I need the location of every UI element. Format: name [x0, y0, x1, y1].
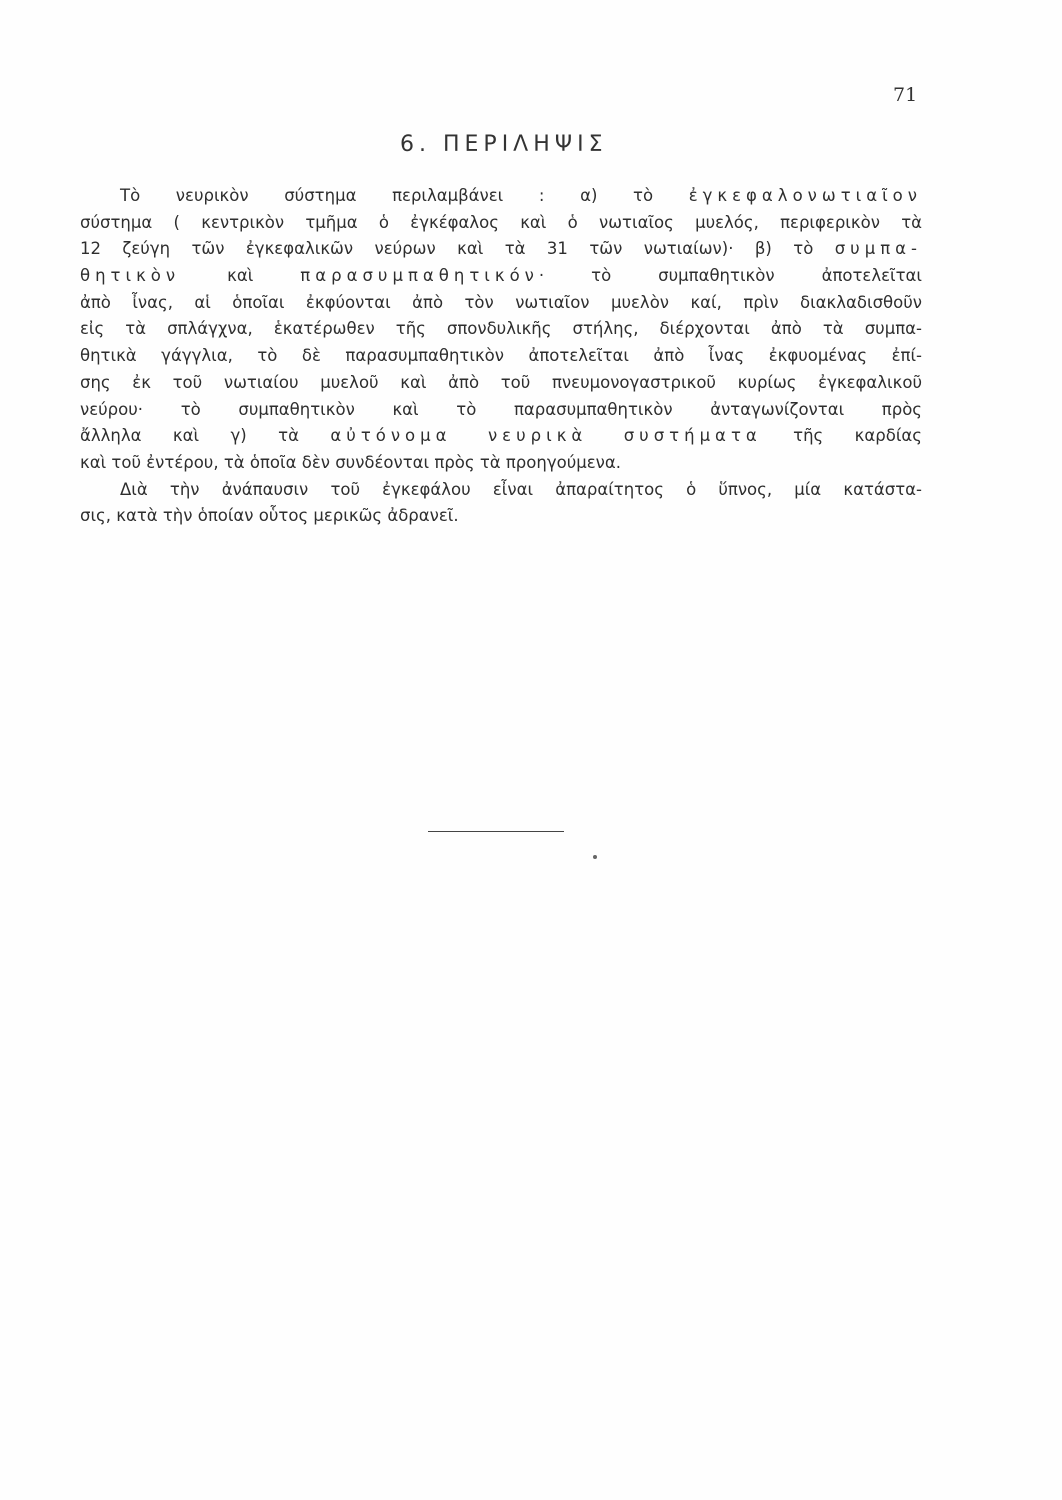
text-line: σύστημα ( κεντρικὸν τμῆμα ὁ ἐγκέφαλος καὶ ὁ νωτιαῖος μυελός, περιφερικὸν τὰ	[80, 212, 922, 232]
text-line: Διὰ τὴν ἀνάπαυσιν τοῦ ἐγκεφάλου εἶναι ἀπαραίτητος ὁ ὕπνος, μία κατάστα-	[120, 479, 922, 499]
text-line: 12 ζεύγη τῶν ἐγκεφαλικῶν νεύρων καὶ τὰ 31 τῶν νωτιαίων)· β) τὸ συμπα-	[80, 239, 922, 259]
text-line: σης ἐκ τοῦ νωτιαίου μυελοῦ καὶ ἀπὸ τοῦ πνευμονογαστρικοῦ κυρίως ἐγκεφαλικοῦ	[80, 372, 922, 392]
text-line: σις, κατὰ τὴν ὁποίαν οὗτος μερικῶς ἀδρανεῖ.	[80, 506, 459, 526]
text-line: θητικὸν καὶ παρασυμπαθητικόν· τὸ συμπαθητικὸν ἀποτελεῖται	[80, 266, 922, 286]
text-line: θητικὰ γάγγλια, τὸ δὲ παρασυμπαθητικὸν ἀποτελεῖται ἀπὸ ἶνας ἐκφυομένας ἐπί-	[80, 346, 922, 366]
text-line: νεύρου· τὸ συμπαθητικὸν καὶ τὸ παρασυμπαθητικὸν ἀνταγωνίζονται πρὸς	[80, 399, 922, 419]
text-line: εἰς τὰ σπλάγχνα, ἑκατέρωθεν τῆς σπονδυλικῆς στήλης, διέρχονται ἀπὸ τὰ συμπα-	[80, 319, 922, 339]
text-line: ἀπὸ ἶνας, αἱ ὁποῖαι ἐκφύονται ἀπὸ τὸν νωτιαῖον μυελὸν καί, πρὶν διακλαδισθοῦν	[80, 292, 922, 312]
page-number: 71	[893, 84, 918, 106]
ink-speck	[593, 855, 597, 859]
text-line: καὶ τοῦ ἐντέρου, τὰ ὁποῖα δὲν συνδέονται πρὸς τὰ προηγούμενα.	[80, 452, 621, 472]
section-divider	[428, 831, 564, 832]
summary-text	[80, 183, 922, 530]
section-heading: 6. ΠΕΡΙΛΗΨΙΣ	[400, 132, 608, 157]
text-line: Τὸ νευρικὸν σύστημα περιλαμβάνει : α) τὸ ἐγκεφαλονωτιαῖον	[120, 186, 922, 205]
text-line: ἄλληλα καὶ γ) τὰ αὐτόνομα νευρικὰ συστήματα τῆς καρδίας	[80, 426, 922, 446]
